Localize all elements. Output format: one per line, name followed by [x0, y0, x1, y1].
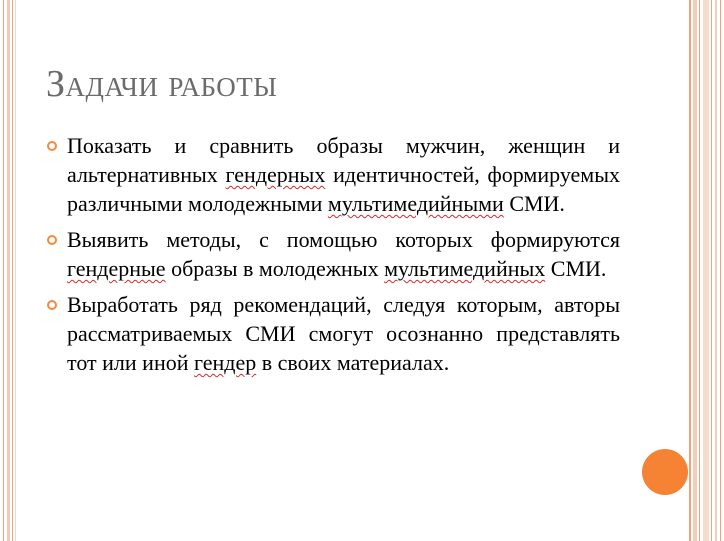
right-stripe	[715, 0, 717, 541]
left-stripe	[7, 0, 10, 541]
right-stripe	[693, 0, 697, 541]
right-stripe	[699, 0, 700, 541]
bullet-text: Выявить методы, с помощью которых формируются	[67, 227, 620, 252]
bullet-ring-icon	[47, 141, 57, 151]
left-stripe	[15, 0, 16, 541]
decorative-circle	[642, 449, 688, 495]
bullet-text: идентичностей, формируемых различными молодежными	[67, 162, 621, 216]
misspelled-word: мультимедийных	[384, 256, 546, 281]
right-stripe	[711, 0, 712, 541]
left-stripe	[12, 0, 13, 541]
misspelled-word: гендерные	[67, 256, 166, 281]
bullet-item[interactable]	[46, 225, 620, 283]
right-stripe	[703, 0, 709, 541]
bullet-text: СМИ.	[503, 191, 565, 216]
slide-title[interactable]: Задачи работы	[46, 63, 278, 105]
bullet-ring-icon	[47, 235, 57, 245]
bullet-text: Показать и сравнить образы мужчин, женщин и альтернативных	[67, 133, 620, 187]
right-stripe	[720, 0, 721, 541]
bullet-item[interactable]	[46, 131, 620, 218]
misspelled-word: гендерных	[225, 162, 326, 187]
misspelled-word: мультимедийными	[327, 191, 504, 216]
bullet-text: образы в молодежных	[165, 256, 385, 281]
bullet-item[interactable]	[46, 290, 620, 377]
bullet-text: Выработать ряд рекомендаций, следуя которым, авторы рассматриваемых СМИ смогут осознанно представлять тот или иной	[67, 292, 620, 375]
left-stripe	[3, 0, 4, 541]
misspelled-word: гендер	[194, 350, 257, 375]
bullet-ring-icon	[47, 300, 57, 310]
bullet-text: в своих материалах.	[256, 350, 450, 375]
bullet-text: СМИ.	[545, 256, 607, 281]
right-stripe	[689, 0, 691, 541]
bullet-list[interactable]	[46, 131, 620, 384]
